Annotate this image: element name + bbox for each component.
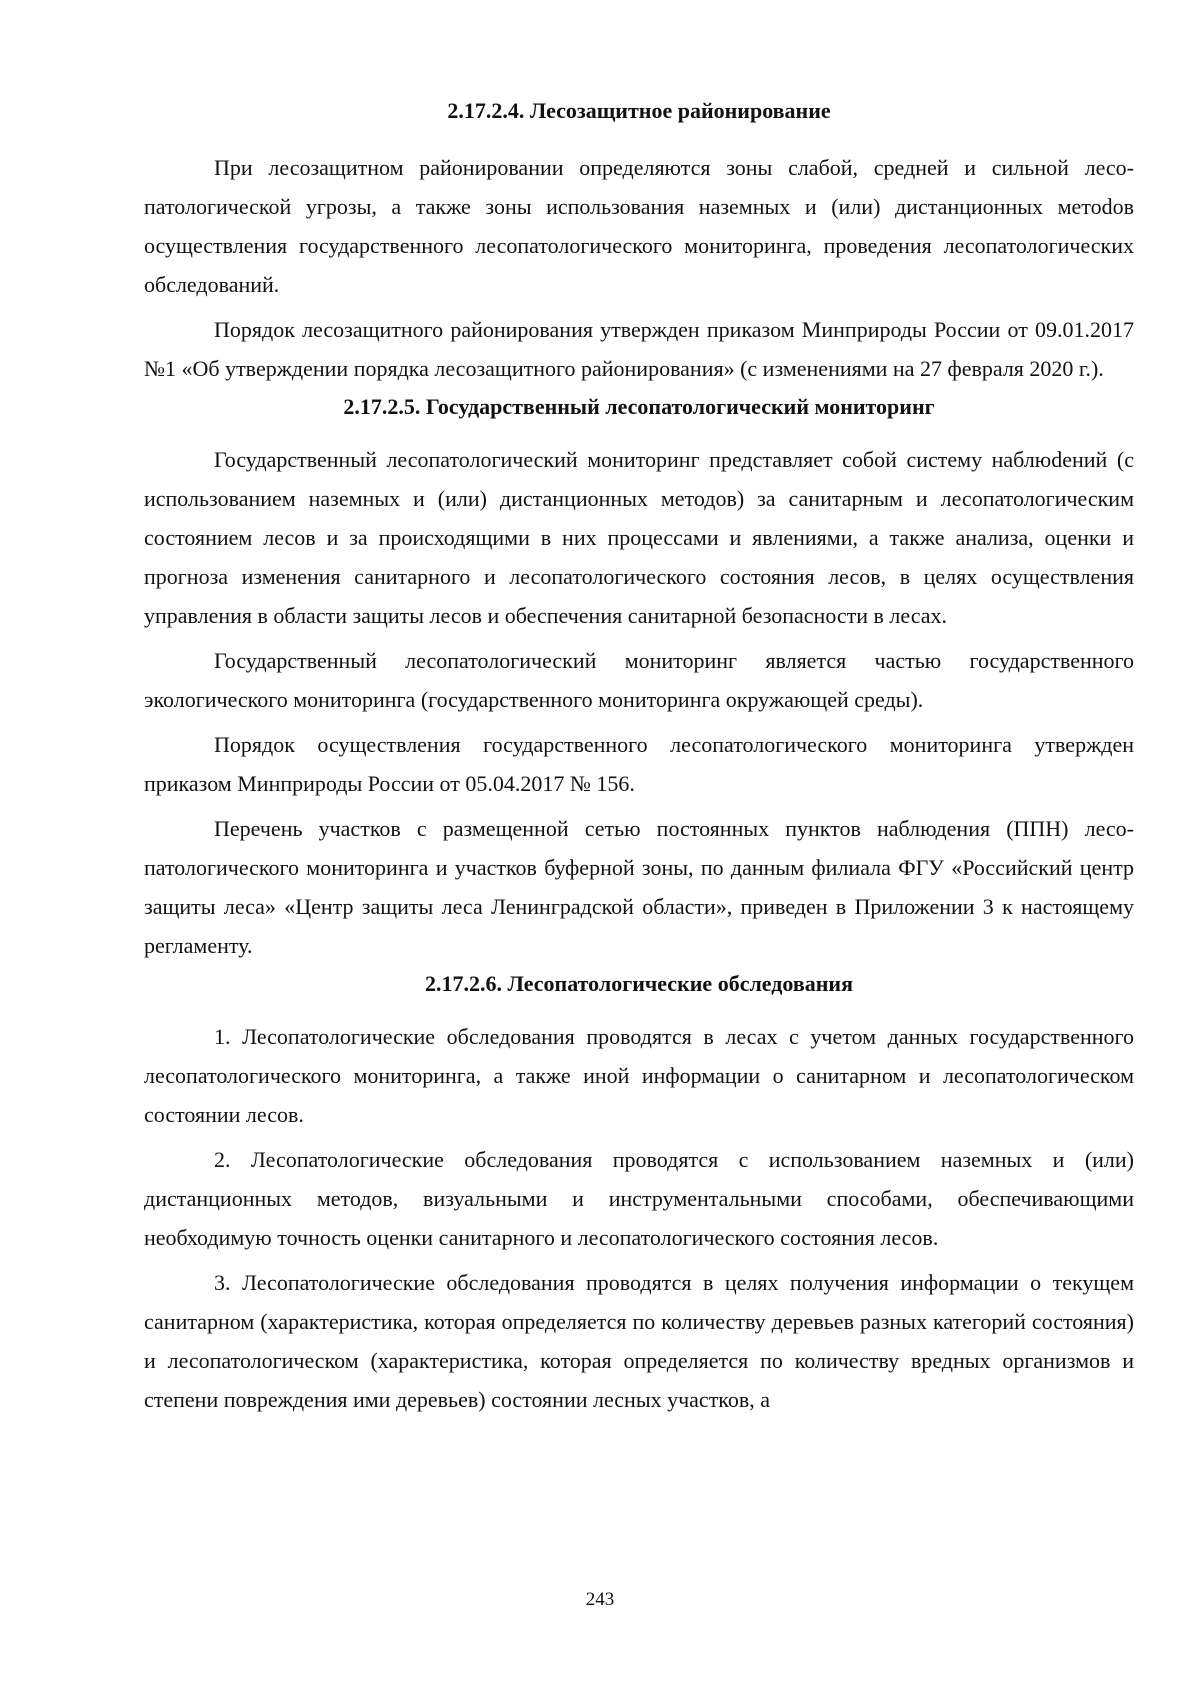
section-heading-surveys: 2.17.2.6. Лесопатологические обследования xyxy=(424,971,853,996)
paragraph: Перечень участков с размещенной сетью постоянных пунктов наблюдения (ППН) лесопатологического мониторинга и участков буферной зоны, по данным филиала ФГУ «Российский центр защиты леса» «Центр защиты леса Ленинградской области», приведен в Приложении 3 к настоящему регламенту. xyxy=(144,816,1134,958)
paragraph: 2. Лесопатологические обследования проводятся с использованием наземных и (или) дистанционных методов, визуальными и инструментальными способами, обеспечивающими необходимую точность оценки санитарного и лесопатологического состояния лесов. xyxy=(144,1147,1134,1250)
paragraph: 1. Лесопатологические обследования проводятся в лесах с учетом данных государственного лесопатологического мониторинга, а также иной информации о санитарном и лесопатологическом состоянии лесов. xyxy=(144,1024,1134,1127)
page-number: 243 xyxy=(585,1589,615,1610)
paragraph: Государственный лесопатологический мониторинг является частью государственного экологического мониторинга (государственного мониторинга окружающей среды). xyxy=(144,648,1134,712)
document-page xyxy=(144,96,1134,1425)
paragraph: 3. Лесопатологические обследования проводятся в целях получения информации о текущем санитарном (характеристика, которая определяется по количеству деревьев разных категорий состояния) и лесопатологическом (характеристика, которая определяется по количеству вредных организмов и степени повреждения ими деревьев) состоянии лесных участков, а xyxy=(144,1270,1134,1412)
paragraph: При лесозащитном районировании определяются зоны слабой, средней и сильной лесопатологической угрозы, а также зоны использования наземных и (или) дистанционных метоdов осуществления государственного лесопатологического мониторинга, проведения лесопатологических обследований. xyxy=(144,155,1134,297)
section-heading-forest-zoning: 2.17.2.4. Лесозащитное районирование xyxy=(447,98,831,123)
section-heading-monitoring: 2.17.2.5. Государственный лесопатологический мониторинг xyxy=(343,394,935,419)
paragraph: Порядок осуществления государственного лесопатологического мониторинга утвержден приказом Минприроды России от 05.04.2017 № 156. xyxy=(144,732,1134,796)
paragraph: Порядок лесозащитного районирования утвержден приказом Минприроды России от 09.01.2017 №1 «Об утверждении порядка лесозащитного районирования» (с изменениями на 27 февраля 2020 г.). xyxy=(144,317,1134,381)
paragraph: Государственный лесопатологический мониторинг представляет собой систему наблюdений (с использованием наземных и (или) дистанционных методов) за санитарным и лесопатологическим состоянием лесов и за происходящими в них процессами и явлениями, а также анализа, оценки и прогноза изменения санитарного и лесопатологического состояния лесов, в целях осуществления управления в области защиты лесов и обеспечения санитарной безопасности в лесах. xyxy=(144,447,1134,628)
